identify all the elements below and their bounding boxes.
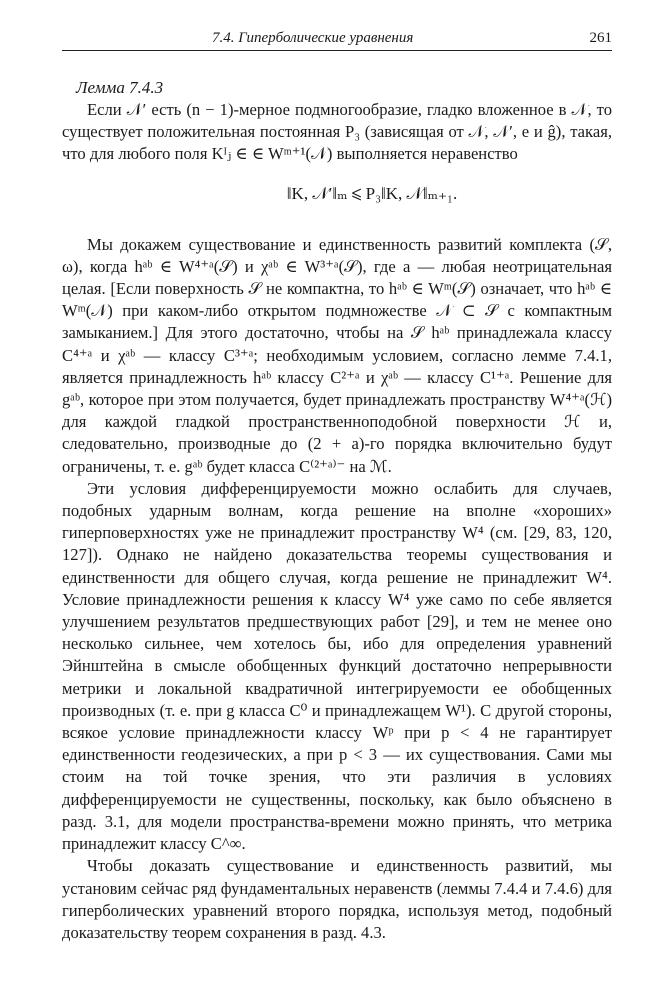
paragraph-differentiability: Эти условия дифференцируемости можно ослабить для случаев, подобных ударным волнам, когда решение на вполне «хороших» гиперповерхностях уже не принадлежит пространству W⁴ (см. [29, 83, 120, 127]). Однако не найдено доказательства теоремы существования и единственности для общего случая, когда решение не принадлежит W⁴. Условие принадлежности решения к классу W⁴ уже само по себе является улучшением результатов предшествующих работ [29], и тем не менее оно несколько сильнее, чем хотелось бы, ибо для определения уравнений Эйнштейна в смысле обобщенных функций достаточно непрерывности метрики и локальной квадратичной интегрируемости ее обобщенных производных (т. е. при g класса C⁰ и принадлежащем W¹). С другой стороны, всякое условие принадлежности классу Wᵖ при p < 4 не гарантирует единственности геодезических, а при p < 3 — их существования. Сами мы стоим на той точке зрения, что эти различия в условиях дифференцируемости не существенны, поскольку, как было объяснено в разд. 3.1, для модели пространства-времени можно принять, что метрика принадлежит классу C^∞.: [62, 478, 612, 854]
book-page: [62, 28, 612, 944]
lemma-statement: Если 𝒩′ есть (n − 1)-мерное подмногообразие, гладко вложенное в 𝒩, то существует положительная постоянная P₃ (зависящая от 𝒩, 𝒩′, e и ĝ), такая, что для любого поля Kᴵⱼ ∈ ∈ Wᵐ⁺¹(𝒩) выполняется неравенство: [62, 100, 612, 164]
lemma-formula: ‖K, 𝒩′‖ₘ ⩽ P₃‖K, 𝒩‖ₘ₊₁.: [286, 183, 458, 203]
paragraph-inequalities: Чтобы доказать существование и единственность развитий, мы установим сейчас ряд фундаментальных неравенств (леммы 7.4.4 и 7.4.6) для гиперболических уравнений второго порядка, используя метод, подобный доказательству теорем сохранения в разд. 4.3.: [62, 856, 612, 942]
page-number: 261: [589, 30, 612, 46]
lemma-title: Лемма 7.4.3: [76, 78, 164, 97]
paragraph-existence: Мы докажем существование и единственность развитий комплекта (𝒮, ω), когда hᵃᵇ ∈ W⁴⁺ᵃ(𝒮) и χᵃᵇ ∈ W³⁺ᵃ(𝒮), где a — любая неотрицательная целая. [Если поверхность 𝒮 не компактна, то hᵃᵇ ∈ Wᵐ(𝒮) означает, что hᵃᵇ ∈ Wᵐ(𝒩) при каком-либо открытом подмножестве 𝒩 ⊂ 𝒮 с компактным замыканием.] Для этого достаточно, чтобы на 𝒮 hᵃᵇ принадлежала классу C⁴⁺ᵃ и χᵃᵇ — классу C³⁺ᵃ; необходимым условием, согласно лемме 7.4.1, является принадлежность hᵃᵇ классу C²⁺ᵃ и χᵃᵇ — классу C¹⁺ᵃ. Решение для gᵃᵇ, которое при этом получается, будет принадлежать пространству W⁴⁺ᵃ(ℋ) для каждой гладкой пространственноподобной поверхности ℋ и, следовательно, производные до (2 + a)-го порядка включительно будут ограничены, т. е. gᵃᵇ будет класса C⁽²⁺ᵃ⁾⁻ на ℳ.: [62, 234, 612, 476]
running-header: [62, 28, 612, 51]
running-title: 7.4. Гиперболические уравнения: [212, 30, 414, 46]
